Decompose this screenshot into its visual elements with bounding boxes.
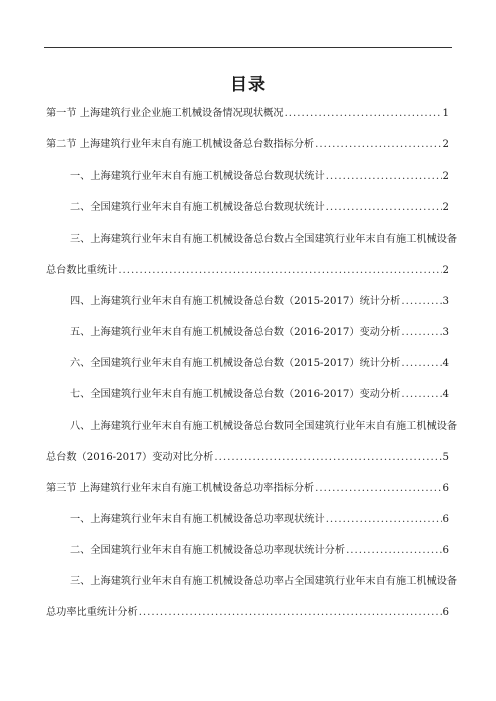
toc-entry[interactable]: [70, 234, 458, 245]
toc-page-number: 3: [442, 296, 449, 307]
leader-dots: [326, 515, 442, 525]
toc-entry-lead: 八、上海建筑行业年末自有施工机械设备总台数同全国建筑行业年末自有施工机械设备: [70, 421, 458, 432]
toc-entry[interactable]: [46, 484, 449, 494]
leader-dots: [346, 546, 441, 556]
leader-dots: [401, 297, 441, 307]
toc-entry[interactable]: [70, 390, 449, 400]
toc-page-number: 4: [442, 389, 449, 400]
toc-entry[interactable]: [70, 546, 449, 556]
toc-page-number: 5: [442, 452, 449, 463]
leader-dots: [326, 203, 442, 213]
header-rule: [44, 47, 452, 48]
toc-entry-text: 一、上海建筑行业年末自有施工机械设备总功率现状统计: [70, 514, 325, 525]
toc-page-number: 1: [442, 108, 449, 119]
toc-entry[interactable]: [70, 297, 449, 307]
leader-dots: [401, 359, 441, 369]
toc-page-number: 6: [442, 545, 449, 556]
toc-entry-lead: 三、上海建筑行业年末自有施工机械设备总台数占全国建筑行业年末自有施工机械设备: [70, 234, 458, 245]
leader-dots: [214, 453, 441, 463]
toc-page-number: 2: [442, 171, 449, 182]
toc-entry-text: 第一节 上海建筑行业企业施工机械设备情况现状概况: [46, 108, 284, 119]
toc-entry-text: 四、上海建筑行业年末自有施工机械设备总台数（2015-2017）统计分析: [70, 296, 401, 307]
leader-dots: [285, 109, 442, 119]
toc-page-number: 6: [442, 514, 449, 525]
leader-dots: [401, 390, 441, 400]
toc-entry[interactable]: [70, 203, 449, 213]
toc-entry[interactable]: [70, 328, 449, 338]
toc-entry-continuation[interactable]: [46, 453, 449, 463]
toc-entry-text: 六、全国建筑行业年末自有施工机械设备总台数（2015-2017）统计分析: [70, 358, 401, 369]
toc-entry-text: 总功率比重统计分析: [46, 607, 138, 618]
toc-entry[interactable]: [70, 172, 449, 182]
toc-page-number: 6: [442, 607, 449, 618]
leader-dots: [139, 608, 442, 618]
toc-entry-continuation[interactable]: [46, 608, 449, 618]
toc-page-number: 2: [442, 202, 449, 213]
leader-dots: [315, 140, 441, 150]
leader-dots: [315, 484, 441, 494]
toc-entry[interactable]: [46, 140, 449, 150]
toc-entry-text: 一、上海建筑行业年末自有施工机械设备总台数现状统计: [70, 171, 325, 182]
toc-entry-text: 总台数（2016-2017）变动对比分析: [46, 452, 214, 463]
toc-title: 目录: [230, 75, 266, 95]
toc-entry[interactable]: [70, 359, 449, 369]
toc-entry[interactable]: [70, 421, 458, 432]
leader-dots: [401, 328, 441, 338]
toc-entry-text: 第三节 上海建筑行业年末自有施工机械设备总功率指标分析: [46, 483, 315, 494]
toc-entry-text: 五、上海建筑行业年末自有施工机械设备总台数（2016-2017）变动分析: [70, 327, 401, 338]
toc-page-number: 6: [442, 483, 449, 494]
toc-page-number: 2: [442, 265, 449, 276]
toc-entry[interactable]: [70, 576, 458, 587]
leader-dots: [118, 266, 441, 276]
toc-page-number: 4: [442, 358, 449, 369]
toc-entry-text: 七、全国建筑行业年末自有施工机械设备总台数（2016-2017）变动分析: [70, 389, 401, 400]
toc-entry[interactable]: [46, 109, 449, 119]
toc-entry-continuation[interactable]: [46, 266, 449, 276]
toc-entry-text: 二、全国建筑行业年末自有施工机械设备总台数现状统计: [70, 202, 325, 213]
toc-entry-text: 总台数比重统计: [46, 265, 118, 276]
toc-entry[interactable]: [70, 515, 449, 525]
toc-page-number: 2: [442, 139, 449, 150]
leader-dots: [326, 172, 442, 182]
toc-page-number: 3: [442, 327, 449, 338]
toc-entry-lead: 三、上海建筑行业年末自有施工机械设备总功率占全国建筑行业年末自有施工机械设备: [70, 576, 458, 587]
toc-entry-text: 二、全国建筑行业年末自有施工机械设备总功率现状统计分析: [70, 545, 346, 556]
toc-entry-text: 第二节 上海建筑行业年末自有施工机械设备总台数指标分析: [46, 139, 315, 150]
